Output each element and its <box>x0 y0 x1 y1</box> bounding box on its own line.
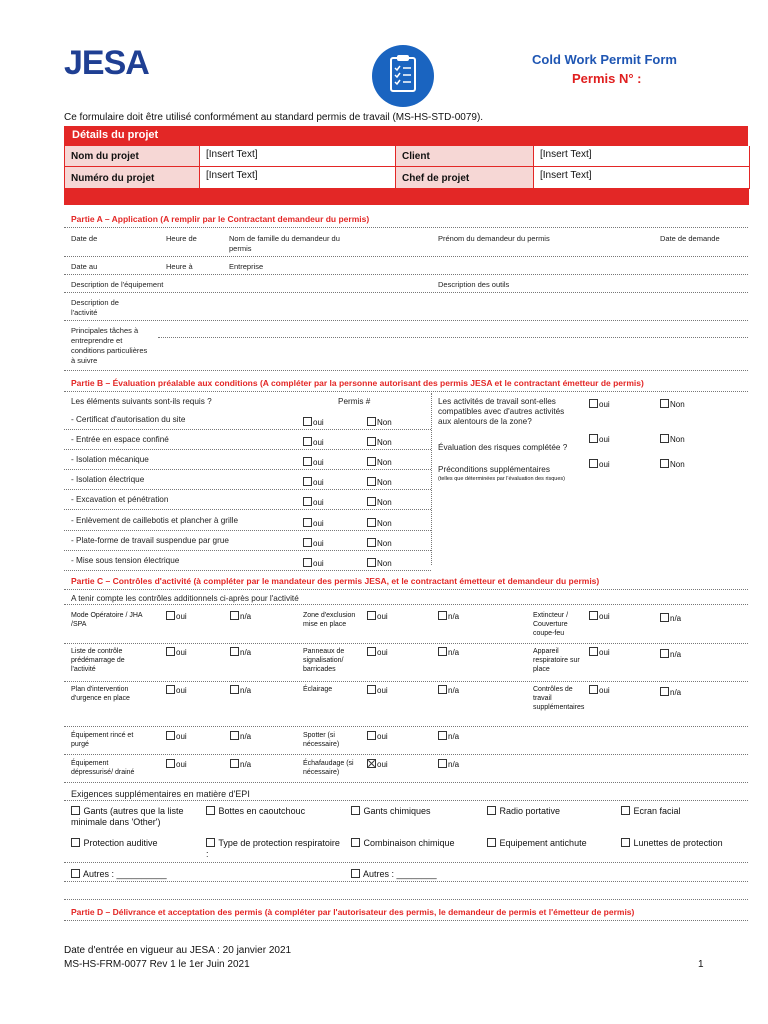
control-label: Équipement dépressurisé/ drainé <box>71 760 135 776</box>
checkbox[interactable] <box>230 647 239 656</box>
control-label: Liste de contrôle prédémarrage de l'activité <box>71 648 125 673</box>
epi-option[interactable] <box>206 838 341 860</box>
oui-option[interactable] <box>166 685 187 695</box>
project-details-table <box>64 146 750 189</box>
option-label: Non <box>377 498 392 507</box>
divider <box>64 227 748 228</box>
non-option[interactable] <box>660 434 685 444</box>
na-option[interactable] <box>438 685 459 695</box>
client-label: Client <box>396 146 534 167</box>
option-label: oui <box>176 612 187 621</box>
option-label: oui <box>313 519 324 528</box>
na-option[interactable] <box>230 759 251 769</box>
option-label: oui <box>599 400 610 409</box>
control-label: Équipement rincé et purgé <box>71 732 134 748</box>
control-label: Appareil respiratoire sur place <box>533 648 580 673</box>
checkbox[interactable] <box>438 685 447 694</box>
divider <box>64 449 431 450</box>
control-label: Contrôles de travail supplémentaires <box>533 686 585 711</box>
epi-label: Protection auditive <box>83 838 158 848</box>
oui-option[interactable] <box>589 647 610 657</box>
oui-option[interactable] <box>303 518 324 528</box>
checkbox[interactable] <box>487 806 496 815</box>
non-option[interactable] <box>367 518 392 528</box>
checkbox[interactable] <box>367 497 376 506</box>
divider <box>64 550 431 551</box>
oui-option[interactable] <box>166 731 187 741</box>
epi-option[interactable] <box>487 806 622 817</box>
checkbox[interactable] <box>660 434 669 443</box>
checkbox[interactable] <box>351 806 360 815</box>
date-demande-label: Date de demande <box>660 234 720 243</box>
option-label: n/a <box>448 686 460 695</box>
clipboard-checklist-icon <box>372 45 434 107</box>
project-details-header <box>64 126 748 146</box>
na-option[interactable] <box>660 687 681 697</box>
option-label: oui <box>176 648 187 657</box>
checkbox[interactable] <box>166 731 175 740</box>
non-option[interactable] <box>367 417 392 427</box>
option-label: oui <box>377 760 388 769</box>
option-label: oui <box>599 686 610 695</box>
checkbox[interactable] <box>367 558 376 567</box>
option-label: Non <box>377 438 392 447</box>
epi-label: Gants (autres que la liste minimale dans 'Other') <box>71 806 184 827</box>
checkbox[interactable] <box>367 538 376 547</box>
epi-option[interactable] <box>351 838 486 849</box>
checkbox[interactable] <box>367 611 376 620</box>
divider <box>64 643 748 644</box>
divider <box>64 391 748 392</box>
desc-equipement-label: Description de l'équipement <box>71 280 164 289</box>
oui-option[interactable] <box>303 538 324 548</box>
epi-title: Exigences supplémentaires en matière d'EPI <box>71 789 250 799</box>
non-option[interactable] <box>660 399 685 409</box>
part-b-item: - Entrée en espace confiné <box>71 435 169 444</box>
checkbox[interactable] <box>71 838 80 847</box>
option-label: oui <box>313 498 324 507</box>
option-label: oui <box>313 559 324 568</box>
divider <box>64 754 748 755</box>
project-details-title: Détails du projet <box>72 129 159 141</box>
option-label: n/a <box>670 614 682 623</box>
non-option[interactable] <box>367 457 392 467</box>
epi-option[interactable] <box>206 806 341 817</box>
na-option[interactable] <box>660 649 681 659</box>
epi-label: Equipement antichute <box>499 838 587 848</box>
part-c-intro: A tenir compte les contrôles additionnels ci-après pour l'activité <box>71 594 299 603</box>
option-label: n/a <box>448 732 460 741</box>
epi-label: Lunettes de protection <box>633 838 723 848</box>
checkbox[interactable] <box>367 647 376 656</box>
checkbox[interactable] <box>367 685 376 694</box>
non-option[interactable] <box>367 538 392 548</box>
checkbox[interactable] <box>166 611 175 620</box>
option-label: Non <box>377 519 392 528</box>
checkbox[interactable] <box>621 838 630 847</box>
option-label: n/a <box>240 760 252 769</box>
checkbox[interactable] <box>367 417 376 426</box>
checkbox[interactable] <box>589 647 598 656</box>
option-label: oui <box>313 418 324 427</box>
na-option[interactable] <box>230 731 251 741</box>
divider <box>64 800 748 801</box>
option-label: oui <box>377 612 388 621</box>
na-option[interactable] <box>438 759 459 769</box>
divider <box>64 881 748 882</box>
heure-a-label: Heure à <box>166 262 193 271</box>
oui-option[interactable] <box>367 647 388 657</box>
option-label: oui <box>313 458 324 467</box>
option-label: oui <box>599 460 610 469</box>
divider <box>64 589 748 590</box>
divider <box>64 681 748 682</box>
epi-option[interactable] <box>621 838 756 849</box>
na-option[interactable] <box>230 611 251 621</box>
checkbox[interactable] <box>367 457 376 466</box>
checkbox[interactable] <box>303 477 312 486</box>
document-reference: MS-HS-FRM-0077 Rev 1 le 1er Juin 2021 <box>64 959 250 970</box>
part-b-item: - Isolation électrique <box>71 475 145 484</box>
divider <box>64 782 748 783</box>
checkbox[interactable] <box>166 759 175 768</box>
checkbox[interactable] <box>206 806 215 815</box>
checkbox[interactable] <box>438 759 447 768</box>
epi-option[interactable] <box>71 806 206 828</box>
project-name-label: Nom du projet <box>65 146 200 167</box>
checkbox[interactable] <box>367 731 376 740</box>
divider <box>64 899 748 900</box>
option-label: Non <box>377 458 392 467</box>
part-c-title: Partie C – Contrôles d'activité (à compléter par le mandateur des permis JESA, et le contractant émetteur et demandeur du permis) <box>71 576 600 586</box>
epi-option[interactable] <box>621 806 756 817</box>
checkbox[interactable] <box>71 869 80 878</box>
epi-autres-1[interactable]: Autres : __________ <box>71 869 167 879</box>
control-label: Mode Opératoire / JHA /SPA <box>71 612 143 628</box>
date-au-label: Date au <box>71 262 98 271</box>
checkbox[interactable] <box>660 399 669 408</box>
non-option[interactable] <box>367 558 392 568</box>
option-label: oui <box>377 732 388 741</box>
option-label: n/a <box>670 688 682 697</box>
part-b-item: - Enlèvement de caillebotis et plancher à grille <box>71 516 239 525</box>
checkbox[interactable] <box>438 611 447 620</box>
project-name-field[interactable]: [Insert Text] <box>200 146 396 167</box>
part-b-question: Les éléments suivants sont-ils requis ? <box>71 397 212 406</box>
prenom-label: Prénom du demandeur du permis <box>438 234 550 243</box>
oui-option[interactable] <box>367 611 388 621</box>
epi-label: Radio portative <box>499 806 561 816</box>
part-b-item: - Certificat d'autorisation du site <box>71 415 186 424</box>
nom-famille-label: Nom de famille du demandeur du permis <box>229 234 340 253</box>
project-number-field[interactable]: [Insert Text] <box>200 167 396 188</box>
oui-option[interactable] <box>166 759 187 769</box>
checkbox[interactable] <box>589 434 598 443</box>
control-label: Spotter (si nécessaire) <box>303 732 340 748</box>
divider <box>431 393 432 565</box>
control-label: Zone d'exclusion mise en place <box>303 612 356 628</box>
divider <box>64 469 431 470</box>
non-option[interactable] <box>367 477 392 487</box>
option-label: Non <box>377 418 392 427</box>
checkbox[interactable] <box>303 417 312 426</box>
epi-label: Bottes en caoutchouc <box>218 806 306 816</box>
option-label: Non <box>377 539 392 548</box>
entreprise-label: Entreprise <box>229 262 264 271</box>
na-option[interactable] <box>438 647 459 657</box>
non-option[interactable] <box>367 497 392 507</box>
checkbox[interactable] <box>660 687 669 696</box>
divider <box>64 256 748 257</box>
option-label: oui <box>313 438 324 447</box>
oui-option[interactable] <box>589 434 610 444</box>
part-b-item: - Isolation mécanique <box>71 455 149 464</box>
checkbox[interactable] <box>303 538 312 547</box>
risk-eval-question: Évaluation des risques complétée ? <box>438 443 568 452</box>
epi-autres-2[interactable]: Autres : ________ <box>351 869 437 879</box>
project-manager-label: Chef de projet <box>396 167 534 188</box>
part-a-title: Partie A – Application (A remplir par le Contractant demandeur du permis) <box>71 214 370 224</box>
control-label: Échafaudage (si nécessaire) <box>303 760 354 776</box>
control-label: Plan d'intervention d'urgence en place <box>71 686 130 702</box>
checkbox[interactable] <box>367 518 376 527</box>
option-label: n/a <box>240 732 252 741</box>
divider <box>64 920 748 921</box>
checkbox[interactable] <box>367 437 376 446</box>
checkbox[interactable] <box>206 838 215 847</box>
option-label: Non <box>670 400 685 409</box>
oui-option[interactable] <box>303 477 324 487</box>
checkbox[interactable] <box>367 477 376 486</box>
part-b-item: - Excavation et pénétration <box>71 495 169 504</box>
project-manager-field[interactable]: [Insert Text] <box>540 170 592 181</box>
checkbox[interactable] <box>487 838 496 847</box>
epi-option[interactable] <box>351 806 486 817</box>
control-label: Panneaux de signalisation/ barricades <box>303 648 345 673</box>
checkbox[interactable] <box>438 647 447 656</box>
checkbox[interactable] <box>589 399 598 408</box>
oui-option[interactable] <box>589 459 610 469</box>
part-d-title: Partie D – Délivrance et acceptation des permis (à compléter par l'autorisateur des permis, le demandeur de permis et l'émetteur de permis) <box>71 907 635 917</box>
divider <box>64 274 748 275</box>
checkbox[interactable] <box>589 459 598 468</box>
divider <box>64 292 748 293</box>
date-de-label: Date de <box>71 234 98 243</box>
control-label: Extincteur / Couverture coupe-feu <box>533 612 569 637</box>
checkbox[interactable] <box>438 731 447 740</box>
option-label: Non <box>377 478 392 487</box>
part-b-item: - Plate-forme de travail suspendue par grue <box>71 536 229 545</box>
divider <box>64 726 748 727</box>
checkbox[interactable] <box>303 558 312 567</box>
effective-date: Date d'entrée en vigueur au JESA : 20 janvier 2021 <box>64 945 292 956</box>
option-label: oui <box>599 648 610 657</box>
checkbox[interactable] <box>230 731 239 740</box>
divider <box>64 570 431 571</box>
taches-label: Principales tâches à entreprendre et conditions particulières à suivre <box>71 326 148 365</box>
option-label: oui <box>313 539 324 548</box>
divider <box>64 604 748 605</box>
permit-number-label: Permis N° : <box>572 71 642 86</box>
form-title: Cold Work Permit Form <box>532 52 677 67</box>
checkbox[interactable] <box>230 611 239 620</box>
non-option[interactable] <box>367 437 392 447</box>
oui-option[interactable] <box>367 731 388 741</box>
desc-activite-label: Description de l'activité <box>71 298 119 317</box>
checkbox[interactable] <box>303 518 312 527</box>
oui-option[interactable] <box>589 685 610 695</box>
option-label: Non <box>670 460 685 469</box>
option-label: n/a <box>240 612 252 621</box>
checkbox[interactable] <box>303 497 312 506</box>
oui-option[interactable] <box>303 457 324 467</box>
checkbox[interactable] <box>71 806 80 815</box>
heure-de-label: Heure de <box>166 234 197 243</box>
intro-text: Ce formulaire doit être utilisé conformément au standard permis de travail (MS-HS-STD-0079). <box>64 112 484 123</box>
checkbox[interactable] <box>589 611 598 620</box>
option-label: oui <box>599 612 610 621</box>
epi-label: Type de protection respiratoire : <box>206 838 340 859</box>
na-option[interactable] <box>660 613 681 623</box>
page-number: 1 <box>698 959 704 970</box>
option-label: n/a <box>448 760 460 769</box>
client-field[interactable]: [Insert Text] <box>534 146 749 167</box>
epi-label: Gants chimiques <box>363 806 431 816</box>
option-label: n/a <box>240 686 252 695</box>
checkbox[interactable] <box>303 457 312 466</box>
checkbox[interactable] <box>660 459 669 468</box>
red-separator-bar <box>64 188 749 205</box>
preconditions-note: (telles que déterminées par l'évaluation des risques) <box>438 476 566 482</box>
divider <box>64 320 748 321</box>
option-label: oui <box>176 760 187 769</box>
option-label: Non <box>670 435 685 444</box>
checkbox[interactable] <box>351 838 360 847</box>
checkbox[interactable] <box>230 685 239 694</box>
part-b-title: Partie B – Évaluation préalable aux conditions (A compléter par la personne autorisant des permis JESA et le contractant émetteur de permis) <box>71 378 644 388</box>
option-label: n/a <box>448 612 460 621</box>
oui-option[interactable] <box>303 437 324 447</box>
checkbox[interactable] <box>367 759 376 768</box>
oui-option[interactable] <box>166 611 187 621</box>
checkbox[interactable] <box>230 759 239 768</box>
permis-col-label: Permis # <box>338 397 371 406</box>
option-label: n/a <box>670 650 682 659</box>
epi-label: Ecran facial <box>633 806 681 816</box>
control-label: Éclairage <box>303 686 333 693</box>
divider <box>64 509 431 510</box>
na-option[interactable] <box>438 731 459 741</box>
divider <box>64 489 431 490</box>
na-option[interactable] <box>230 647 251 657</box>
checkbox[interactable] <box>351 869 360 878</box>
oui-option[interactable] <box>589 399 610 409</box>
na-option[interactable] <box>230 685 251 695</box>
divider <box>158 337 748 338</box>
divider <box>64 370 748 371</box>
checkbox[interactable] <box>589 685 598 694</box>
option-label: oui <box>377 648 388 657</box>
oui-option[interactable] <box>303 558 324 568</box>
checkbox[interactable] <box>621 806 630 815</box>
jesa-logo: JESA <box>64 44 149 82</box>
option-label: oui <box>377 686 388 695</box>
divider <box>64 530 431 531</box>
checkbox[interactable] <box>303 437 312 446</box>
checkbox[interactable] <box>660 649 669 658</box>
na-option[interactable] <box>438 611 459 621</box>
non-option[interactable] <box>660 459 685 469</box>
oui-option[interactable] <box>589 611 610 621</box>
part-b-item: - Mise sous tension électrique <box>71 556 180 565</box>
epi-option[interactable] <box>487 838 622 849</box>
oui-option[interactable] <box>303 417 324 427</box>
oui-option[interactable] <box>166 647 187 657</box>
checkbox[interactable] <box>166 685 175 694</box>
option-label: Non <box>377 559 392 568</box>
checkbox[interactable] <box>660 613 669 622</box>
option-label: oui <box>176 732 187 741</box>
option-label: oui <box>599 435 610 444</box>
checkbox[interactable] <box>166 647 175 656</box>
divider <box>64 862 748 863</box>
epi-label: Combinaison chimique <box>363 838 455 848</box>
epi-option[interactable] <box>71 838 206 849</box>
oui-option[interactable] <box>367 685 388 695</box>
oui-option[interactable] <box>303 497 324 507</box>
oui-option[interactable] <box>367 759 388 769</box>
compat-question: Les activités de travail sont-elles compatibles avec d'autres activités aux alentours de la zone? <box>438 397 565 426</box>
project-number-label: Numéro du projet <box>65 167 200 188</box>
option-label: n/a <box>240 648 252 657</box>
preconditions-label: Préconditions supplémentaires <box>438 465 550 474</box>
option-label: oui <box>313 478 324 487</box>
option-label: oui <box>176 686 187 695</box>
desc-outils-label: Description des outils <box>438 280 510 289</box>
divider <box>64 429 431 430</box>
option-label: n/a <box>448 648 460 657</box>
